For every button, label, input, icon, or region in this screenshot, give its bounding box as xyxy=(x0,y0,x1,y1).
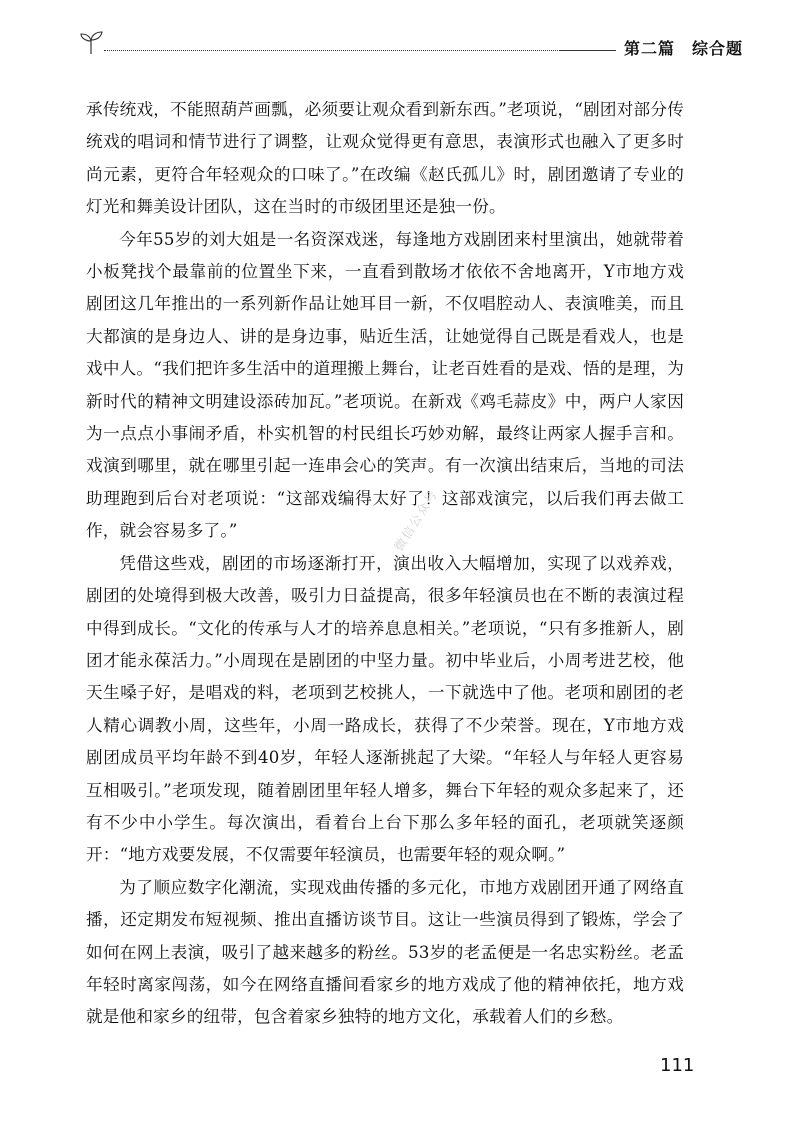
paragraph: 今年55岁的刘大姐是一名资深戏迷，每逢地方戏剧团来村里演出，她就带着小板凳找个最靠前的位置坐下来，一直看到散场才依依不舍地离开，Y市地方戏剧团这几年推出的一系列新作品让她耳目一新，不仅唱腔动人、表演唯美，而且大都演的是身边人、讲的是身边事，贴近生活，让她觉得自己既是看戏人，也是戏中人。“我们把许多生活中的道理搬上舞台，让老百姓看的是戏、悟的是理，为新时代的精神文明建设添砖加瓦。”老项说。在新戏《鸡毛蒜皮》中，两户人家因为一点点小事闹矛盾，朴实机智的村民组长巧妙劝解，最终让两家人握手言和。戏演到哪里，就在哪里引起一连串会心的笑声。有一次演出结束后，当地的司法助理跑到后台对老项说：“这部戏编得太好了！这部戏演完，以后我们再去做工作，就会容易多了。” xyxy=(86,229,684,541)
paragraph-continued: 承传统戏，不能照葫芦画瓢，必须要让观众看到新东西。”老项说，“剧团对部分传统戏的唱词和情节进行了调整，让观众觉得更有意思，表演形式也融入了更多时尚元素，更符合年轻观众的口味了。”在改编《赵氏孤儿》时，剧团邀请了专业的灯光和舞美设计团队，这在当时的市级团里还是独一份。 xyxy=(86,100,684,217)
watermark: 微信公众号 xyxy=(391,486,441,554)
page-number: 111 xyxy=(660,1055,695,1076)
header-dotted-rule xyxy=(104,50,560,51)
body-text xyxy=(86,94,684,1034)
sprout-icon xyxy=(78,28,106,56)
section-title: 第二篇 综合题 xyxy=(624,39,744,58)
header-solid-rule xyxy=(560,50,616,51)
page-header xyxy=(78,28,744,60)
paragraph: 凭借这些戏，剧团的市场逐渐打开，演出收入大幅增加，实现了以戏养戏，剧团的处境得到极大改善，吸引力日益提高，很多年轻演员也在不断的表演过程中得到成长。“文化的传承与人才的培养息息相关。”老项说，“只有多推新人，剧团才能永葆活力。”小周现在是剧团的中坚力量。初中毕业后，小周考进艺校，他天生嗓子好，是唱戏的料，老项到艺校挑人，一下就选中了他。老项和剧团的老人精心调教小周，这些年，小周一路成长，获得了不少荣誉。现在，Y市地方戏剧团成员平均年龄不到40岁，年轻人逐渐挑起了大梁。“年轻人与年轻人更容易互相吸引。”老项发现，随着剧团里年轻人增多，舞台下年轻的观众多起来了，还有不少中小学生。每次演出，看着台上台下那么多年轻的面孔，老项就笑逐颜开：“地方戏要发展，不仅需要年轻演员，也需要年轻的观众啊。” xyxy=(86,553,684,865)
paragraph: 为了顺应数字化潮流，实现戏曲传播的多元化，市地方戏剧团开通了网络直播，还定期发布短视频、推出直播访谈节目。这让一些演员得到了锻炼，学会了如何在网上表演，吸引了越来越多的粉丝。53岁的老孟便是一名忠实粉丝。老孟年轻时离家闯荡，如今在网络直播间看家乡的地方戏成了他的精神依托，地方戏就是他和家乡的纽带，包含着家乡独特的地方文化，承载着人们的乡愁。 xyxy=(86,877,684,1027)
